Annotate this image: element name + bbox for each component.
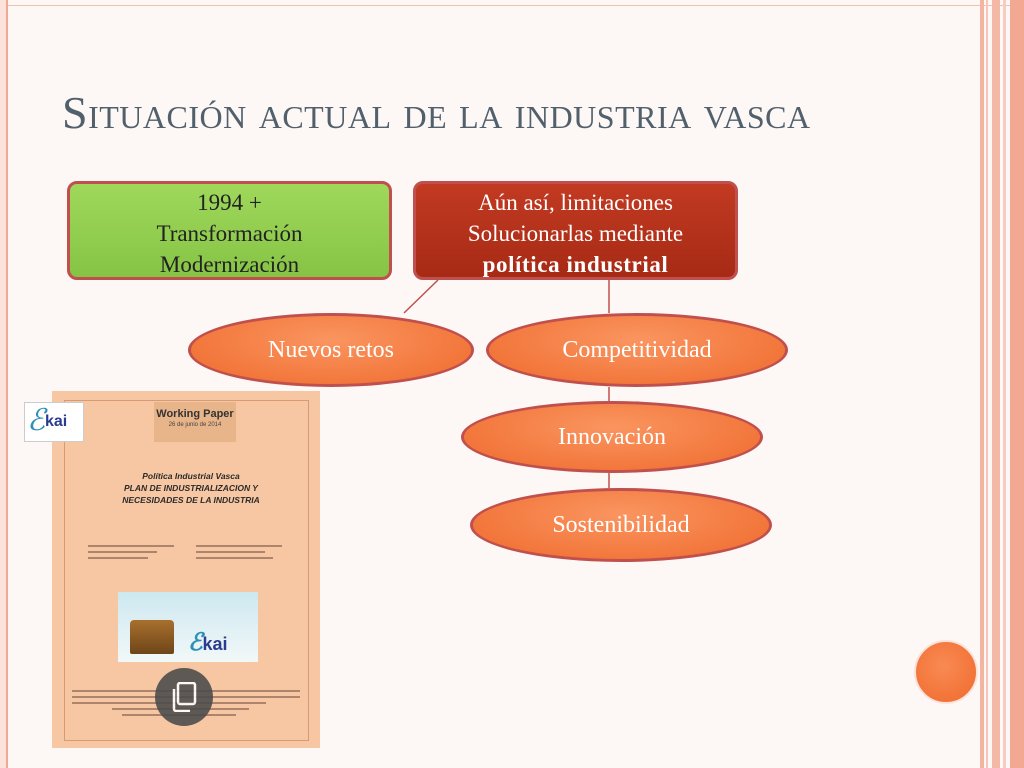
oval-nuevos-retos-label: Nuevos retos bbox=[268, 336, 394, 363]
box-1994-transformacion bbox=[67, 181, 392, 280]
copy-button[interactable] bbox=[155, 668, 213, 726]
document-author-lines-left bbox=[88, 545, 174, 563]
document-image-logo-text: kai bbox=[202, 634, 228, 654]
document-image-logo: ℰkai bbox=[188, 630, 228, 656]
decorative-orange-circle bbox=[914, 640, 978, 704]
box-1994-line2: Transformación bbox=[156, 221, 303, 246]
oval-innovacion bbox=[461, 401, 763, 473]
ekai-logo-text: kai bbox=[45, 413, 68, 430]
oval-sostenibilidad-label: Sostenibilidad bbox=[552, 511, 690, 538]
copy-icon bbox=[171, 682, 197, 712]
oval-competitividad-label: Competitividad bbox=[562, 336, 712, 363]
working-paper-date: 26 de junio de 2014 bbox=[168, 422, 222, 428]
oval-nuevos-retos bbox=[188, 313, 474, 387]
working-paper-title: Working Paper bbox=[156, 408, 234, 420]
document-heading-line1: Política Industrial Vasca bbox=[142, 471, 240, 481]
ekai-logo: ℰ kai bbox=[24, 402, 84, 442]
document-author-lines-right bbox=[196, 545, 282, 563]
box-limitaciones-line2: Solucionarlas mediante bbox=[467, 221, 684, 246]
box-limitaciones-line1: Aún así, limitaciones bbox=[478, 190, 673, 215]
box-1994-line3: Modernización bbox=[159, 252, 300, 277]
oval-competitividad bbox=[486, 313, 788, 387]
document-heading-line2: PLAN DE INDUSTRIALIZACION Y bbox=[124, 483, 258, 493]
slide-title: Situación actual de la industria vasca bbox=[62, 87, 811, 138]
treasure-chest-image bbox=[130, 620, 174, 654]
box-limitaciones bbox=[413, 181, 738, 280]
oval-sostenibilidad bbox=[470, 488, 772, 562]
document-heading bbox=[86, 470, 296, 506]
working-paper-label bbox=[154, 402, 236, 442]
document-heading-line3: NECESIDADES DE LA INDUSTRIA bbox=[122, 495, 260, 505]
box-1994-line1: 1994 + bbox=[197, 190, 262, 215]
oval-innovacion-label: Innovación bbox=[558, 423, 666, 450]
box-limitaciones-line3: política industrial bbox=[482, 252, 669, 277]
